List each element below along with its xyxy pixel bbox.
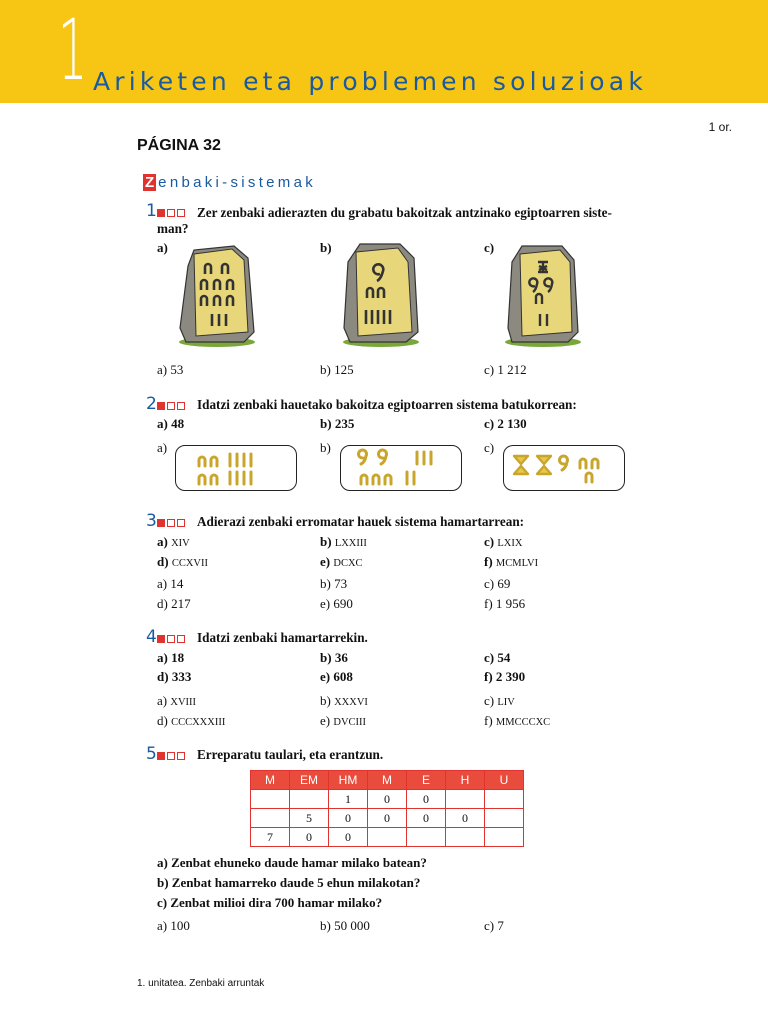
section-title: enbaki-sistemak xyxy=(158,174,317,191)
exercise-number: 5 xyxy=(146,744,157,764)
table-cell: 5 xyxy=(290,809,329,828)
exercise-5-answer-c: c) 7 xyxy=(484,918,504,933)
table-header: E xyxy=(407,771,446,790)
difficulty-indicator xyxy=(157,519,185,527)
egyptian-2130-glyphs xyxy=(504,446,624,490)
label-a: a) xyxy=(157,440,168,455)
table-cell: 0 xyxy=(368,790,407,809)
table-header: M xyxy=(368,771,407,790)
place-value-table xyxy=(250,770,524,847)
exercise-5-question: Erreparatu taulari, eta erantzun. xyxy=(197,747,384,762)
exercise-3-item-f: f) MCMLVI xyxy=(484,554,539,569)
exercise-3-answer-a: a) 14 xyxy=(157,576,184,591)
page-reference: 1 or. xyxy=(708,120,732,134)
exercise-4-item-a: a) 18 xyxy=(157,650,185,665)
table-cell xyxy=(407,828,446,847)
exercise-3-question: Adierazi zenbaki erromatar hauek sistema hamartarrean: xyxy=(197,514,525,529)
table-cell xyxy=(251,809,290,828)
exercise-4-item-e: e) 608 xyxy=(320,669,353,684)
label-a: a) xyxy=(157,240,168,255)
exercise-5-answer-b: b) 50 000 xyxy=(320,918,370,933)
table-header: HM xyxy=(329,771,368,790)
exercise-4-answer-a: a) XVIII xyxy=(157,693,197,708)
exercise-4-item-d: d) 333 xyxy=(157,669,192,684)
table-header: EM xyxy=(290,771,329,790)
table-cell: 0 xyxy=(407,809,446,828)
exercise-2-item-a: a) 48 xyxy=(157,416,185,431)
exercise-number: 4 xyxy=(146,627,157,647)
section-heading xyxy=(143,174,316,191)
exercise-4-answer-d: d) CCCXXXIII xyxy=(157,713,226,728)
table-cell xyxy=(446,828,485,847)
exercise-2-item-b: b) 235 xyxy=(320,416,355,431)
exercise-3-answer-c: c) 69 xyxy=(484,576,511,591)
table-row xyxy=(251,809,524,828)
table-header-row xyxy=(251,771,524,790)
exercise-1-question-cont: man? xyxy=(157,221,189,236)
exercise-number: 3 xyxy=(146,511,157,531)
exercise-3-answer-d: d) 217 xyxy=(157,596,191,611)
label-b: b) xyxy=(320,240,332,255)
table-header: U xyxy=(485,771,524,790)
table-row xyxy=(251,828,524,847)
table-header: M xyxy=(251,771,290,790)
exercise-3-answer-b: b) 73 xyxy=(320,576,348,591)
exercise-1-answer-c: c) 1 212 xyxy=(484,362,527,377)
exercise-5-answer-a: a) 100 xyxy=(157,918,190,933)
exercise-4-answer-c: c) LIV xyxy=(484,693,515,708)
table-header: H xyxy=(446,771,485,790)
exercise-1-answer-b: b) 125 xyxy=(320,362,354,377)
exercise-3-answer-f: f) 1 956 xyxy=(484,596,526,611)
exercise-5-sub-c: c) Zenbat milioi dira 700 hamar milako? xyxy=(157,895,383,910)
table-cell xyxy=(485,828,524,847)
exercise-4-answer-b: b) XXXVI xyxy=(320,693,368,708)
exercise-number: 2 xyxy=(146,394,157,414)
page-heading: PÁGINA 32 xyxy=(137,137,221,154)
table-cell xyxy=(368,828,407,847)
egyptian-2130-box xyxy=(503,445,625,491)
table-cell xyxy=(446,790,485,809)
exercise-5-sub-a: a) Zenbat ehuneko daude hamar milako batean? xyxy=(157,855,427,870)
table-cell: 0 xyxy=(446,809,485,828)
label-c: c) xyxy=(484,240,495,255)
difficulty-indicator xyxy=(157,209,185,217)
exercise-3-answer-e: e) 690 xyxy=(320,596,353,611)
table-cell xyxy=(485,809,524,828)
exercise-3-item-a: a) XIV xyxy=(157,534,190,549)
table-cell: 0 xyxy=(407,790,446,809)
stone-tablet-a-illustration xyxy=(174,244,260,348)
label-b: b) xyxy=(320,440,331,455)
exercise-3-item-d: d) CCXVII xyxy=(157,554,208,569)
exercise-4-item-f: f) 2 390 xyxy=(484,669,526,684)
exercise-5-sub-b: b) Zenbat hamarreko daude 5 ehun milakotan? xyxy=(157,875,421,890)
table-cell: 0 xyxy=(329,828,368,847)
section-initial: Z xyxy=(145,174,155,191)
egyptian-48-box xyxy=(175,445,297,491)
stone-tablet-c-illustration xyxy=(500,242,586,348)
table-cell xyxy=(290,790,329,809)
exercise-2-item-c: c) 2 130 xyxy=(484,416,527,431)
exercise-4-question: Idatzi zenbaki hamartarrekin. xyxy=(197,630,368,645)
table-cell: 0 xyxy=(368,809,407,828)
table-cell xyxy=(251,790,290,809)
exercise-4-answer-e: e) DVCIII xyxy=(320,713,367,728)
table-cell: 7 xyxy=(251,828,290,847)
exercise-3-item-c: c) LXIX xyxy=(484,534,523,549)
exercise-1-question: Zer zenbaki adierazten du grabatu bakoitzak antzinako egiptoarren siste- xyxy=(197,205,612,220)
table-cell xyxy=(485,790,524,809)
stone-tablet-b-illustration xyxy=(338,240,424,348)
egyptian-235-box xyxy=(340,445,462,491)
chapter-title: Ariketen eta problemen soluzioak xyxy=(93,67,648,96)
table-cell: 0 xyxy=(329,809,368,828)
difficulty-indicator xyxy=(157,402,185,410)
page-footer: 1. unitatea. Zenbaki arruntak xyxy=(137,978,265,989)
exercise-4-answer-f: f) MMCCCXC xyxy=(484,713,551,728)
exercise-4-item-b: b) 36 xyxy=(320,650,348,665)
table-cell: 1 xyxy=(329,790,368,809)
egyptian-235-glyphs xyxy=(341,446,461,490)
exercise-3-item-e: e) DCXC xyxy=(320,554,363,569)
exercise-3-item-b: b) LXXIII xyxy=(320,534,367,549)
chapter-number: 1 xyxy=(58,1,88,99)
table-cell: 0 xyxy=(290,828,329,847)
label-c: c) xyxy=(484,440,495,455)
exercise-2-question: Idatzi zenbaki hauetako bakoitza egiptoarren sistema batukorrean: xyxy=(197,397,577,412)
difficulty-indicator xyxy=(157,752,185,760)
exercise-1-answer-a: a) 53 xyxy=(157,362,184,377)
exercise-number: 1 xyxy=(146,201,157,221)
egyptian-48-glyphs xyxy=(176,446,296,490)
difficulty-indicator xyxy=(157,635,185,643)
table-row xyxy=(251,790,524,809)
exercise-4-item-c: c) 54 xyxy=(484,650,511,665)
